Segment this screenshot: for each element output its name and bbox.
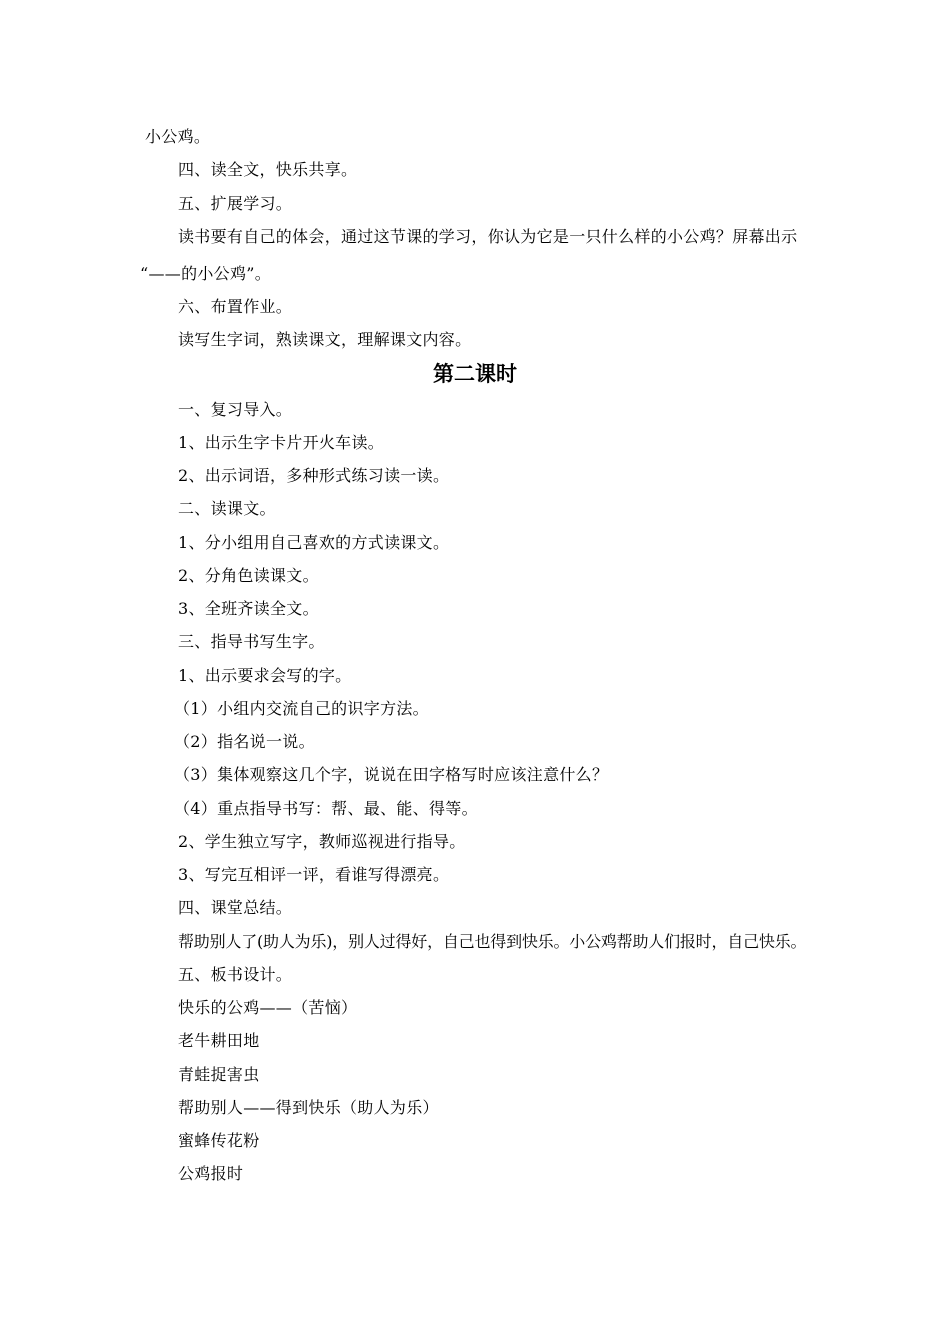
text-line: 3、写完互相评一评，看谁写得漂亮。 [178,865,450,884]
text-line: “——的小公鸡”。 [140,264,272,283]
text-line: 1、出示生字卡片开火车读。 [178,433,385,452]
text-line: 五、板书设计。 [178,965,293,984]
text-line: 快乐的公鸡——（苦恼） [178,998,358,1017]
text-line: （2）指名说一说。 [174,732,315,751]
text-line: （4）重点指导书写：帮、最、能、得等。 [174,799,478,818]
text-line: 四、课堂总结。 [178,898,293,917]
text-line: 老牛耕田地 [178,1031,260,1050]
text-line: 2、出示词语，多种形式练习读一读。 [178,466,450,485]
text-line: （1）小组内交流自己的识字方法。 [174,699,429,718]
text-line: 2、学生独立写字，教师巡视进行指导。 [178,832,466,851]
text-line: 3、全班齐读全文。 [178,599,319,618]
text-line: 蜜蜂传花粉 [178,1131,260,1150]
text-line: 小公鸡。 [145,127,211,146]
text-line: （3）集体观察这几个字，说说在田字格写时应该注意什么？ [174,765,609,784]
text-line: 2、分角色读课文。 [178,566,319,585]
text-line: 六、布置作业。 [178,297,293,316]
text-line: 帮助别人了(助人为乐)，别人过得好，自己也得到快乐。小公鸡帮助人们报时，自己快乐。 [178,932,807,951]
text-line: 读写生字词，熟读课文，理解课文内容。 [178,330,472,349]
text-line: 1、分小组用自己喜欢的方式读课文。 [178,533,450,552]
text-line: 四、读全文，快乐共享。 [178,160,358,179]
text-line: 二、读课文。 [178,499,276,518]
text-line: 五、扩展学习。 [178,194,293,213]
text-line: 青蛙捉害虫 [178,1065,260,1084]
text-line: 三、指导书写生字。 [178,632,325,651]
text-line: 一、复习导入。 [178,400,293,419]
text-line: 1、出示要求会写的字。 [178,666,352,685]
text-line: 读书要有自己的体会，通过这节课的学习，你认为它是一只什么样的小公鸡？屏幕出示 [178,227,798,246]
text-line: 公鸡报时 [178,1164,244,1183]
text-line: 帮助别人——得到快乐（助人为乐） [178,1098,439,1117]
section-title: 第二课时 [433,362,517,386]
